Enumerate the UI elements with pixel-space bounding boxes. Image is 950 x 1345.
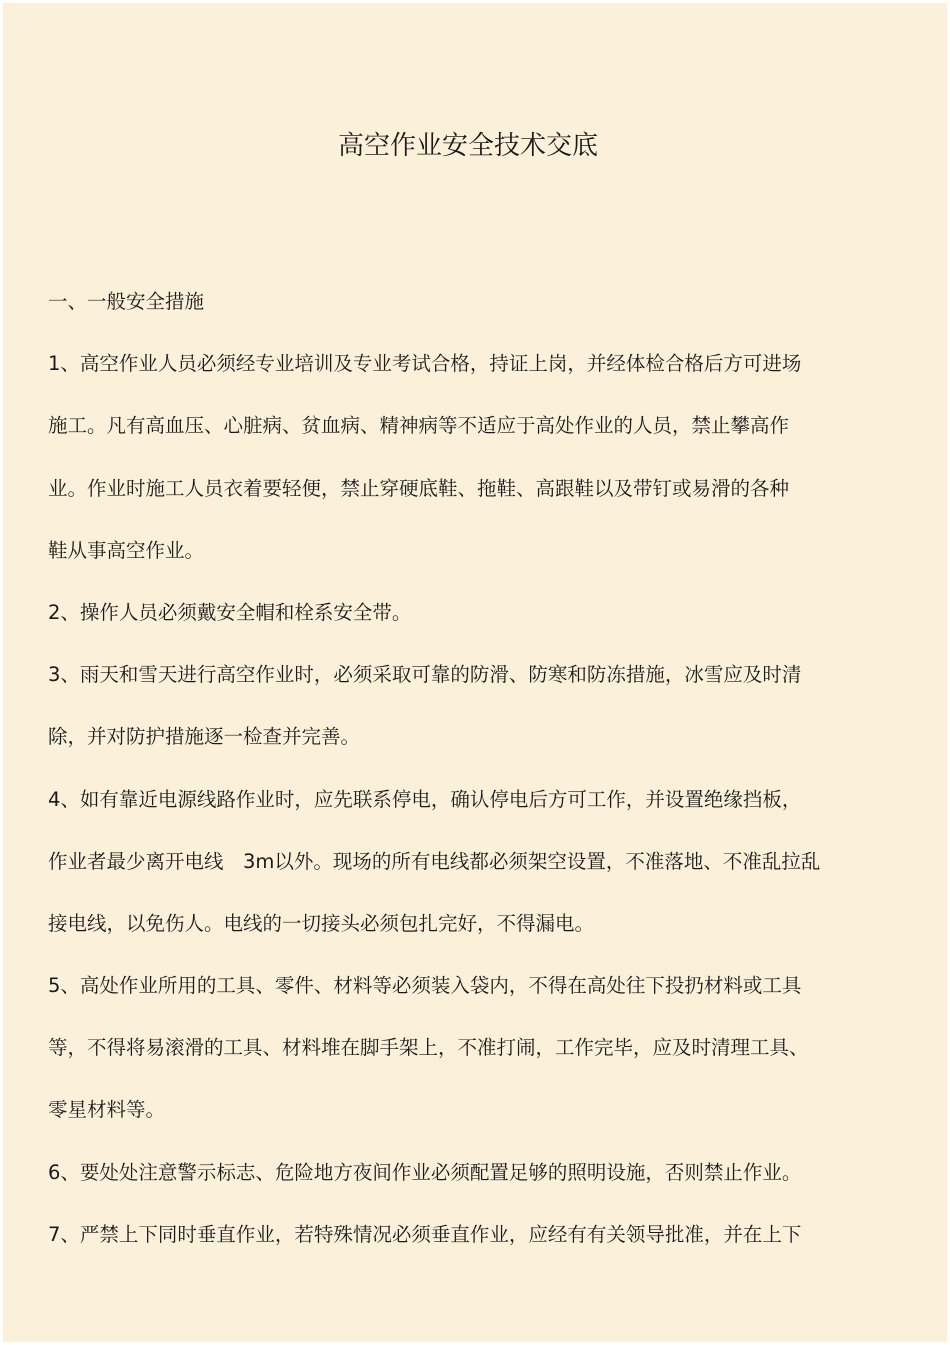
paragraph-line: 4、如有靠近电源线路作业时，应先联系停电，确认停电后方可工作，并设置绝缘挡板， [48, 787, 802, 811]
paragraph-line: 5、高处作业所用的工具、零件、材料等必须装入袋内，不得在高处往下投扔材料或工具 [48, 974, 802, 998]
paragraph-line: 6、要处处注意警示标志、危险地方夜间作业必须配置足够的照明设施，否则禁止作业。 [48, 1160, 802, 1184]
document-body [48, 271, 878, 1266]
paragraph-line: 业。作业时施工人员衣着要轻便，禁止穿硬底鞋、拖鞋、高跟鞋以及带钉或易滑的各种 [48, 476, 790, 500]
paragraph-line: 7、严禁上下同时垂直作业，若特殊情况必须垂直作业，应经有有关领导批准，并在上下 [48, 1222, 802, 1246]
paragraph-line: 3、雨天和雪天进行高空作业时，必须采取可靠的防滑、防寒和防冻措施，冰雪应及时清 [48, 663, 802, 687]
paragraph-line: 除，并对防护措施逐一检查并完善。 [48, 725, 361, 749]
paragraph-line: 2、操作人员必须戴安全帽和栓系安全带。 [48, 600, 412, 624]
paragraph-line: 作业者最少离开电线 3m以外。现场的所有电线都必须架空设置，不准落地、不准乱拉乱 [48, 849, 821, 873]
paragraph-line: 零星材料等。 [48, 1098, 166, 1122]
paragraph-line: 施工。凡有高血压、心脏病、贫血病、精神病等不适应于高处作业的人员，禁止攀高作 [48, 414, 790, 438]
document-title: 高空作业安全技术交底 [337, 131, 598, 161]
section-heading: 一、一般安全措施 [48, 290, 205, 313]
paragraph-line: 1、高空作业人员必须经专业培训及专业考试合格，持证上岗，并经体检合格后方可进场 [48, 352, 802, 376]
paragraph-line: 接电线，以免伤人。电线的一切接头必须包扎完好，不得漏电。 [48, 911, 595, 935]
paragraph-line: 鞋从事高空作业。 [48, 538, 205, 562]
document-page [3, 3, 947, 1342]
paragraph-line: 等，不得将易滚滑的工具、材料堆在脚手架上，不准打闹，工作完毕，应及时清理工具、 [48, 1036, 809, 1060]
